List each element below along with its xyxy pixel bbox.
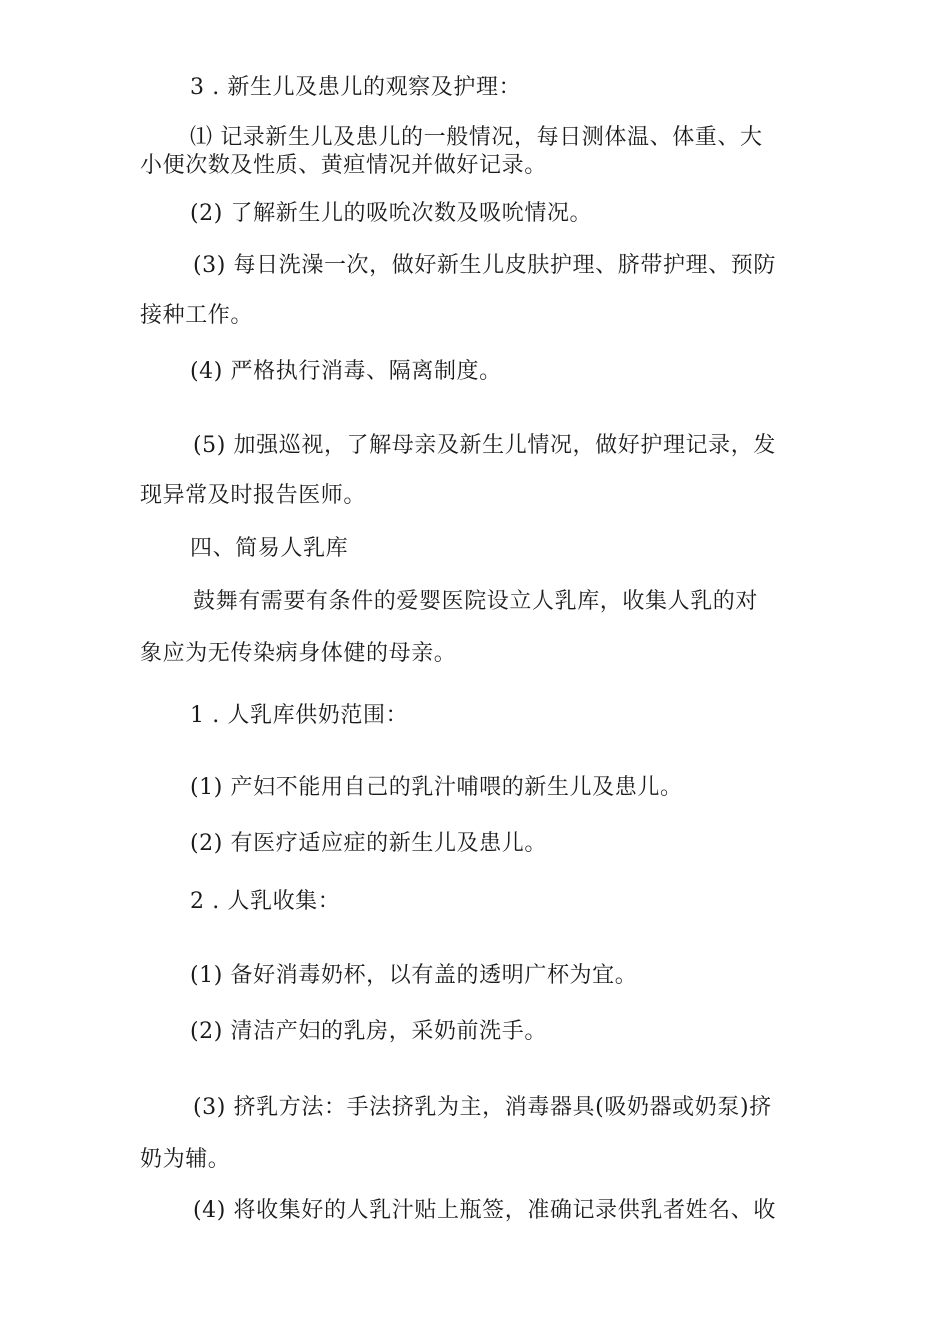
collection-item-1: (1) 备好消毒奶杯，以有盖的透明广杯为宜。	[190, 963, 638, 988]
collection-item-3-line-2: 奶为辅。	[140, 1147, 231, 1172]
collection-item-4-line-1: (4) 将收集好的人乳汁贴上瓶签，准确记录供乳者姓名、收	[193, 1198, 776, 1223]
item-3-line-1: (3) 每日洗澡一次，做好新生儿皮肤护理、脐带护理、预防	[193, 253, 776, 278]
heading-supply-scope: 1 . 人乳库供奶范围：	[190, 703, 409, 728]
item-5-line-1: (5) 加强巡视，了解母亲及新生儿情况，做好护理记录，发	[193, 433, 776, 458]
heading-newborn-observation: 3 . 新生儿及患儿的观察及护理：	[190, 75, 522, 100]
scope-item-1: (1) 产妇不能用自己的乳汁哺喂的新生儿及患儿。	[190, 775, 683, 800]
scope-item-2: (2) 有医疗适应症的新生儿及患儿。	[190, 831, 547, 856]
section-heading-milk-bank: 四、简易人乳库	[190, 536, 349, 561]
milk-bank-intro-line-2: 象应为无传染病身体健的母亲。	[140, 641, 457, 666]
item-3-line-2: 接种工作。	[140, 303, 254, 328]
item-1-line-2: 小便次数及性质、黄疸情况并做好记录。	[140, 153, 547, 178]
item-1-text: ⑴ 记录新生儿及患儿的一般情况，每日测体温、体重、大	[190, 125, 763, 150]
item-5-line-2: 现异常及时报告医师。	[140, 483, 367, 508]
heading-milk-collection: 2 . 人乳收集：	[190, 889, 341, 914]
item-4: (4) 严格执行消毒、隔离制度。	[190, 359, 502, 384]
collection-item-2: (2) 清洁产妇的乳房，采奶前洗手。	[190, 1019, 547, 1044]
item-1-line-1	[190, 124, 816, 152]
collection-item-3-line-1: (3) 挤乳方法：手法挤乳为主，消毒器具(吸奶器或奶泵)挤	[193, 1095, 772, 1120]
milk-bank-intro-line-1: 鼓舞有需要有条件的爱婴医院设立人乳库，收集人乳的对	[193, 589, 759, 614]
item-2: (2) 了解新生儿的吸吮次数及吸吮情况。	[190, 201, 593, 226]
